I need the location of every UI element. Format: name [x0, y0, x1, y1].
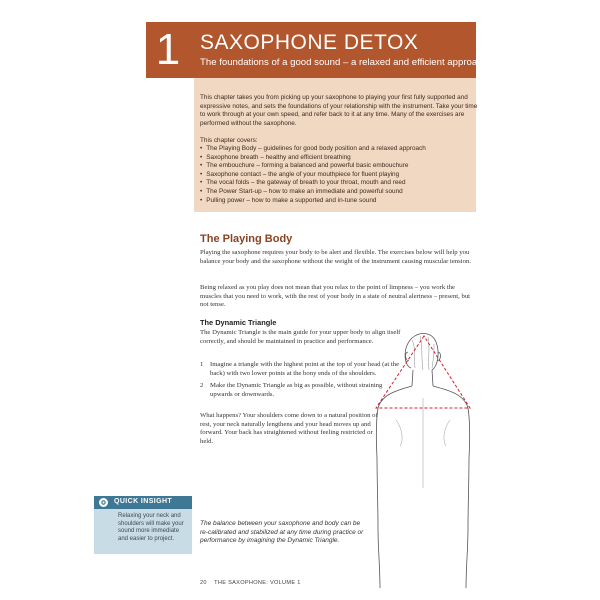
covers-item: • Pulling power – how to make a supported and in-tune sound — [200, 197, 426, 206]
step-text: Imagine a triangle with the highest point at the top of your head (at the back) with two lower points at the bony ends of the shoulders. — [210, 361, 400, 377]
quick-insight-box — [94, 496, 192, 554]
chapter-subtitle: The foundations of a good sound – a relaxed and efficient approach — [200, 57, 488, 68]
covers-item: • The embouchure – forming a balanced and powerful basic embouchure — [200, 162, 426, 171]
section-heading: The Playing Body — [200, 233, 293, 245]
chapter-number: 1 — [155, 25, 181, 74]
subsection-heading: The Dynamic Triangle — [200, 318, 277, 327]
body-paragraph: What happens? Your shoulders come down to a natural position of rest, your neck naturally lengthens and your head moves up and forward. Your back has straightened without feeling restricted or held. — [200, 412, 378, 445]
quick-insight-text: Relaxing your neck and shoulders will make your sound more immediate and easier to project. — [118, 513, 184, 542]
intro-text: This chapter takes you from picking up your saxophone to playing your first fully supported and expressive notes, and sets the foundations of your relationship with the instrument. Take your time to work through at your own speed, and refer back to it at any time. Many of the exercises are performed without the saxophone. — [200, 94, 478, 127]
book-title: THE SAXOPHONE: VOLUME 1 — [214, 580, 301, 586]
step-number: 2 — [200, 382, 204, 390]
covers-list — [200, 145, 426, 205]
step-text: Make the Dynamic Triangle as big as possible, without straining upwards or downwards. — [210, 382, 383, 398]
covers-label: This chapter covers: — [200, 137, 258, 144]
chapter-title: SAXOPHONE DETOX — [200, 31, 419, 54]
dynamic-triangle-illustration — [368, 328, 478, 588]
quick-insight-header — [94, 496, 192, 509]
page-footer — [200, 580, 301, 586]
covers-item: • The Playing Body – guidelines for good body position and a relaxed approach — [200, 145, 426, 154]
body-paragraph: The Dynamic Triangle is the main guide for your upper body to align itself correctly, and should be maintained in practice and performance. — [200, 329, 401, 345]
step-number: 1 — [200, 361, 204, 368]
covers-item: • Saxophone contact – the angle of your mouthpiece for fluent playing — [200, 171, 426, 180]
torso-outline — [376, 333, 469, 588]
page-number: 20 — [200, 580, 207, 586]
covers-item: • The vocal folds – the gateway of breath to your throat, mouth and reed — [200, 179, 426, 188]
chapter-header — [146, 22, 488, 78]
figure-caption: The balance between your saxophone and body can be re-calibrated and stabilized at any time during practice or performance by imagining the Dynamic Triangle. — [200, 520, 364, 544]
body-paragraph: Playing the saxophone requires your body to be alert and flexible. The exercises below will help you balance your body and the saxophone without the weight of the instrument causing muscular tension. — [200, 249, 471, 265]
covers-item: • The Power Start-up – how to make an immediate and powerful sound — [200, 188, 426, 197]
body-paragraph: Being relaxed as you play does not mean that you relax to the point of limpness – you work the muscles that you need to work, with the rest of your body in a state of neutral alertness – present, but not tense. — [200, 284, 471, 309]
quick-insight-title: QUICK INSIGHT — [114, 498, 173, 505]
covers-item: • Saxophone breath – healthy and efficient breathing — [200, 154, 426, 163]
insight-badge-icon — [99, 498, 108, 507]
triangle-overlay — [376, 336, 470, 408]
